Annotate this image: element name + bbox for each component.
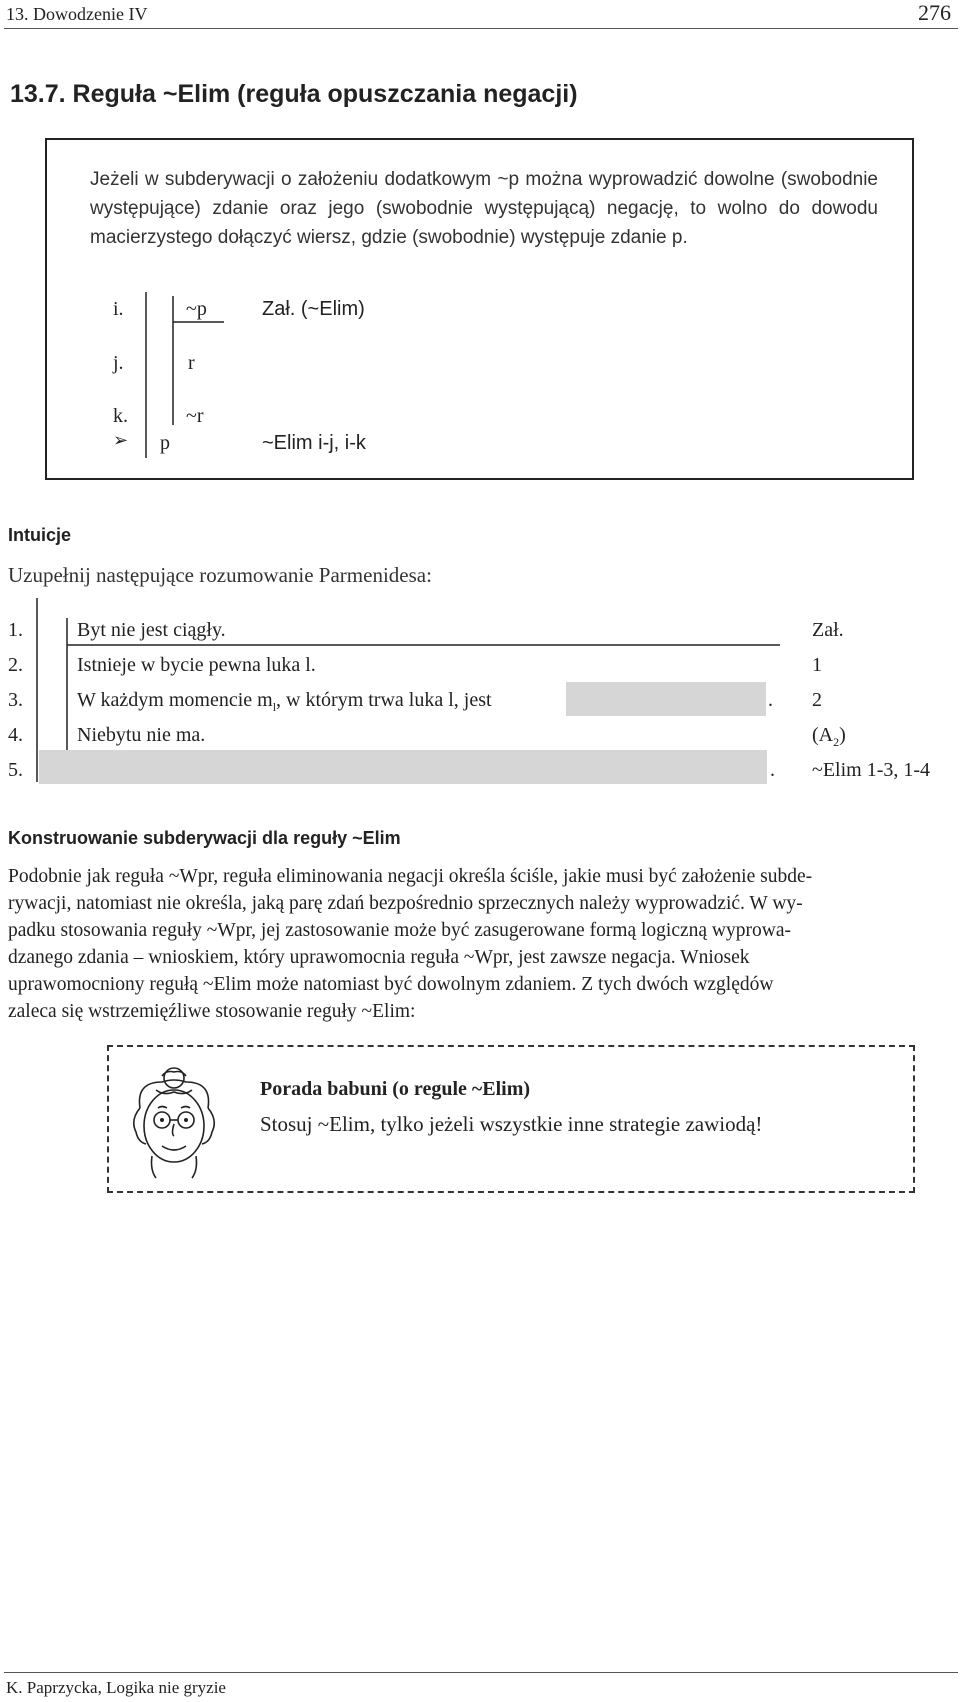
schema-conclusion-formula: p xyxy=(160,432,170,454)
proof-row-5-number: 5. xyxy=(8,759,23,781)
footer-rule xyxy=(4,1672,958,1673)
schema-conclusion-justification: ~Elim i-j, i-k xyxy=(262,432,366,454)
grandma-icon xyxy=(122,1060,226,1182)
page-number: 276 xyxy=(918,0,951,25)
paragraph-line: dzanego zdania – wnioskiem, który uprawomocnia reguła ~Wpr, jest zawsze negacja. Wniosek xyxy=(8,947,750,968)
paragraph-line: padku stosowania reguły ~Wpr, jej zastosowanie może być zasugerowane formą logiczną wyprowa- xyxy=(8,920,791,941)
schema-line-k-formula: ~r xyxy=(186,405,204,427)
section-title: 13.7. Reguła ~Elim (reguła opuszczania negacji) xyxy=(10,80,578,108)
proof-row-5-blank-field[interactable] xyxy=(39,750,767,784)
proof-row-5-period: . xyxy=(770,759,775,781)
proof-row-4-justification: $(A_2)$ xyxy=(812,724,846,749)
proof-row-2-number: 2. xyxy=(8,654,23,676)
running-header-chapter: 13. Dowodzenie IV xyxy=(6,4,148,24)
paragraph-line: rywacji, natomiast nie określa, jaką parę zdań bezpośrednio sprzecznych należy wyprowadzić. W wy- xyxy=(8,893,803,914)
proof-row-3-text: W każdym momencie $m_l$, w którym trwa luka l, jest xyxy=(77,689,492,714)
paragraph-line: zaleca się wstrzemięźliwe stosowanie reguły ~Elim: xyxy=(8,1001,416,1022)
conclusion-arrow-icon: ➢ xyxy=(113,430,129,451)
schema-line-k-label: k. xyxy=(113,405,128,427)
proof-row-4-number: 4. xyxy=(8,724,23,746)
proof-row-5-justification: ~Elim 1-3, 1-4 xyxy=(812,759,931,781)
proof-row-2-text: Istnieje w bycie pewna luka l. xyxy=(77,654,316,676)
construction-heading: Konstruowanie subderywacji dla reguły ~Elim xyxy=(8,828,401,848)
schema-line-j-formula: r xyxy=(188,352,195,374)
intuitions-heading: Intuicje xyxy=(8,525,72,545)
proof-row-3-number: 3. xyxy=(8,689,23,711)
proof-row-3-blank-field[interactable] xyxy=(566,682,766,716)
construction-paragraph xyxy=(8,863,952,1025)
schema-line-i-formula: ~p xyxy=(186,298,207,320)
intuitions-instruction: Uzupełnij następujące rozumowanie Parmenidesa: xyxy=(8,563,432,587)
paragraph-line: Podobnie jak reguła ~Wpr, reguła eliminowania negacji określa ściśle, jakie musi być założenie subde- xyxy=(8,866,813,887)
parmenides-proof-lines xyxy=(0,0,960,800)
advice-title: Porada babuni (o regule ~Elim) xyxy=(260,1078,531,1100)
advice-text: Stosuj ~Elim, tylko jeżeli wszystkie inne strategie zawiodą! xyxy=(260,1112,763,1136)
proof-row-1-justification: Zał. xyxy=(812,619,844,641)
proof-row-1-text: Byt nie jest ciągły. xyxy=(77,619,226,641)
proof-row-1-number: 1. xyxy=(8,619,23,641)
proof-row-2-justification: 1 xyxy=(812,654,822,676)
proof-row-3-period: . xyxy=(768,689,773,711)
schema-line-j-label: j. xyxy=(113,352,124,374)
paragraph-line: uprawomocniony regułą ~Elim może natomiast być dowolnym zdaniem. Z tych dwóch względów xyxy=(8,974,774,995)
proof-row-3-justification: 2 xyxy=(812,689,822,711)
proof-row-4-text: Niebytu nie ma. xyxy=(77,724,206,746)
footer-text: K. Paprzycka, Logika nie gryzie xyxy=(6,1678,226,1697)
schema-line-i-justification: Zał. (~Elim) xyxy=(262,298,365,320)
rule-definition-text: Jeżeli w subderywacji o założeniu dodatkowym ~p można wyprowadzić dowolne (swobodnie występujące) zdanie oraz jego (swobodnie występującą) negację, to wolno do dowodu macierzystego dołączyć wiersz, gdzie (swobodnie) występuje zdanie p. xyxy=(90,169,878,248)
schema-line-i-label: i. xyxy=(113,298,124,320)
